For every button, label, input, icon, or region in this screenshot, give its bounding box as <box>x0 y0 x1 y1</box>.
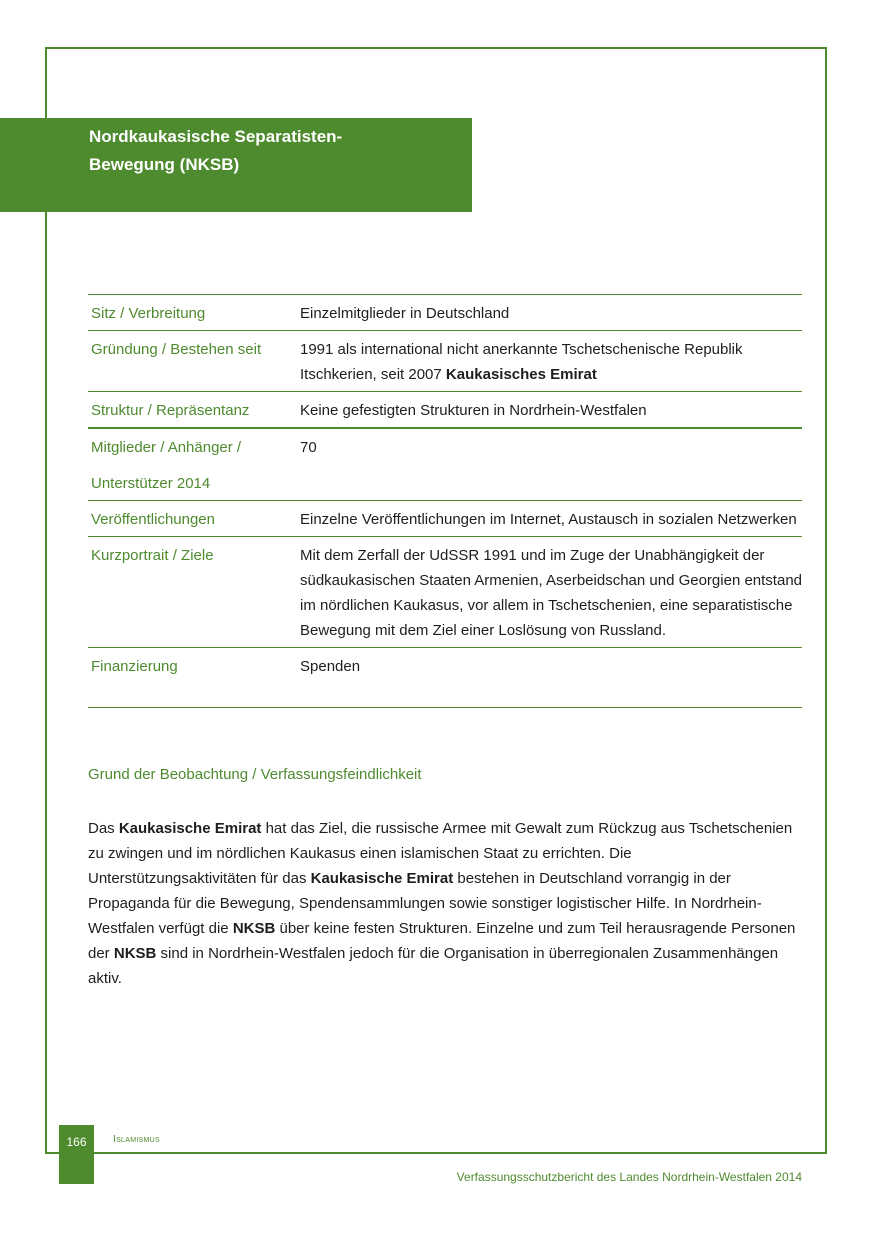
table-row <box>88 537 802 648</box>
paragraph-text: hat das Ziel, die russische Armee mit Gewalt zum Rückzug aus Tschetschenien zu zwingen und im nördlichen Kaukasus einen islamischen Staat zu errichten. Die Unterstützungsaktivitäten für das <box>88 820 793 887</box>
row-value: Keine gefestigten Strukturen in Nordrhein-Westfalen <box>300 392 802 429</box>
row-label: Gründung / Bestehen seit <box>88 331 300 392</box>
paragraph-emphasis: NKSB <box>113 945 157 962</box>
table-row <box>88 648 802 708</box>
reason-paragraph <box>88 816 802 991</box>
paragraph-text: bestehen in Deutschland vorrangig in der Propaganda für die Bewegung, Spendensammlungen sowie sonstiger logistischer Hilfe. In Nordrhein-Westfalen verfügt die <box>88 870 762 937</box>
row-label: Finanzierung <box>88 648 300 708</box>
section-name: Islamismus <box>113 1134 161 1145</box>
paragraph-emphasis: Kaukasische Emirat <box>118 820 262 837</box>
paragraph-text: Das <box>88 820 119 837</box>
row-label <box>88 428 300 501</box>
row-label: Sitz / Verbreitung <box>88 295 300 331</box>
row-label: Struktur / Repräsentanz <box>88 392 300 429</box>
row-label: Veröffentlichungen <box>88 501 300 537</box>
section-title-line1: Nordkaukasische Separatisten- <box>89 127 343 146</box>
paragraph-emphasis: Kaukasische Emirat <box>310 870 454 887</box>
reason-heading: Grund der Beobachtung / Verfassungsfeindlichkeit <box>88 766 422 783</box>
row-value-bold: Kaukasisches Emirat <box>445 366 597 383</box>
fact-table <box>88 294 802 708</box>
row-value: Mit dem Zerfall der UdSSR 1991 und im Zuge der Unabhängigkeit der südkaukasischen Staaten Armenien, Aserbeidschan und Georgien entstand im nördlichen Kaukasus, vor allem in Tschetschenien, eine separatistische Bewegung mit dem Ziel einer Loslösung von Russland. <box>300 537 802 648</box>
row-label-line1: Mitglieder / Anhänger / <box>91 439 242 456</box>
row-label: Kurzportrait / Ziele <box>88 537 300 648</box>
table-row <box>88 428 802 501</box>
table-row <box>88 331 802 392</box>
row-label-line2: Unterstützer 2014 <box>91 475 211 492</box>
paragraph-text: über keine festen Strukturen. Einzelne und zum Teil herausragende Personen der <box>88 920 796 962</box>
row-value: Spenden <box>300 648 802 708</box>
row-value: 70 <box>300 428 802 501</box>
row-value: Einzelmitglieder in Deutschland <box>300 295 802 331</box>
page-number: 166 <box>59 1125 94 1184</box>
table-row <box>88 295 802 331</box>
section-title-box <box>0 118 472 212</box>
paragraph-text: sind in Nordrhein-Westfalen jedoch für die Organisation in überregionalen Zusammenhängen aktiv. <box>88 945 779 987</box>
table-row <box>88 392 802 429</box>
row-value: Einzelne Veröffentlichungen im Internet, Austausch in sozialen Netzwerken <box>300 501 802 537</box>
row-value <box>300 331 802 392</box>
section-title-line2: Bewegung (NKSB) <box>89 155 240 174</box>
publication-title: Verfassungsschutzbericht des Landes Nordrhein-Westfalen 2014 <box>456 1170 802 1184</box>
row-value-text: 1991 als international nicht anerkannte Tschetschenische Republik Itschkerien, seit 2007 <box>300 341 743 383</box>
paragraph-emphasis: NKSB <box>232 920 276 937</box>
table-row <box>88 501 802 537</box>
